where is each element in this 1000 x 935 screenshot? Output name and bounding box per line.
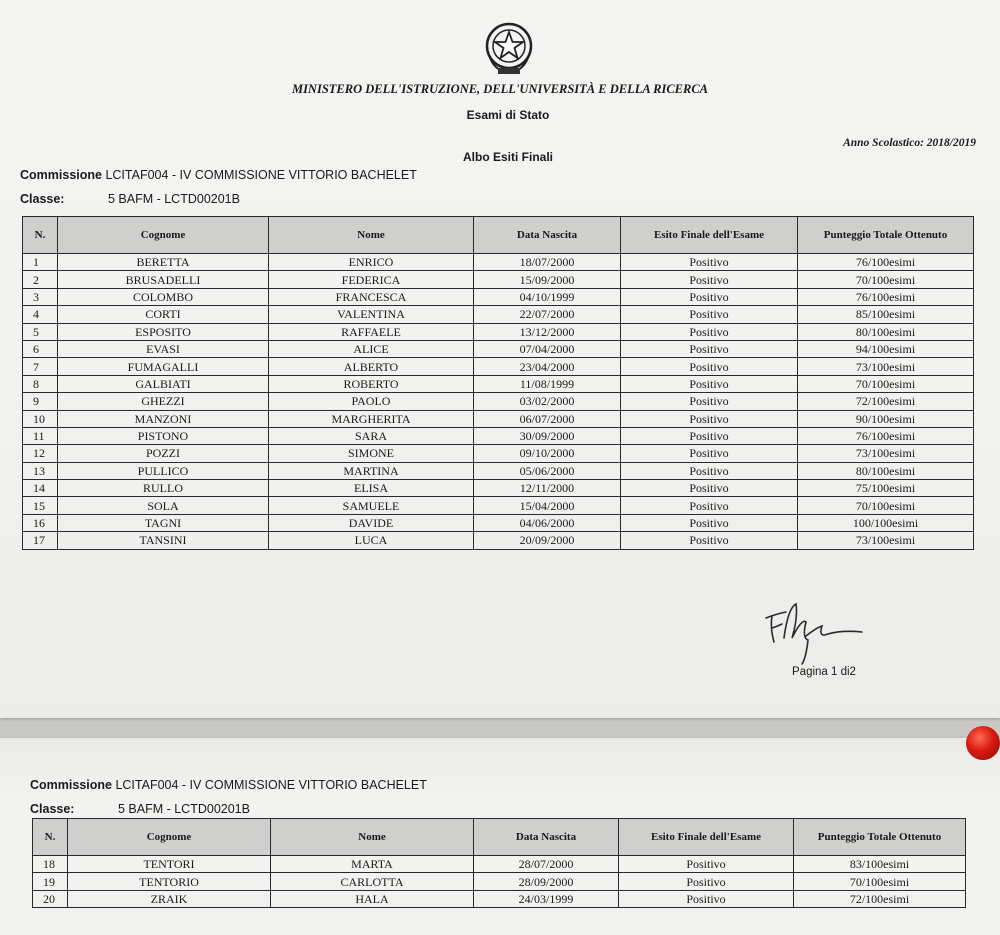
class-line-page-2: [30, 802, 250, 816]
cell-surname: PULLICO: [58, 462, 269, 479]
cell-surname: BERETTA: [58, 254, 269, 271]
table-row: [23, 480, 974, 497]
cell-score: 70/100esimi: [798, 375, 974, 392]
cell-outcome: Positivo: [619, 873, 794, 890]
cell-number: 11: [23, 427, 58, 444]
cell-name: SAMUELE: [269, 497, 474, 514]
cell-birthdate: 23/04/2000: [474, 358, 621, 375]
cell-name: MARGHERITA: [269, 410, 474, 427]
commission-value: LCITAF004 - IV COMMISSIONE VITTORIO BACHELET: [105, 168, 417, 182]
col-score-header-page-2: Punteggio Totale Ottenuto: [794, 819, 966, 856]
cell-birthdate: 22/07/2000: [474, 306, 621, 323]
cell-outcome: Positivo: [621, 427, 798, 444]
cell-birthdate: 28/09/2000: [474, 873, 619, 890]
col-name-header: Nome: [269, 217, 474, 254]
cell-surname: GALBIATI: [58, 375, 269, 392]
cell-outcome: Positivo: [621, 393, 798, 410]
table-row: [23, 532, 974, 549]
cell-surname: BRUSADELLI: [58, 271, 269, 288]
cell-outcome: Positivo: [621, 254, 798, 271]
italian-republic-emblem-icon: [484, 20, 534, 76]
table-row: [33, 890, 966, 907]
cell-surname: PISTONO: [58, 427, 269, 444]
page-number: Pagina 1 di2: [792, 666, 856, 678]
cell-surname: SOLA: [58, 497, 269, 514]
cell-outcome: Positivo: [621, 323, 798, 340]
cell-outcome: Positivo: [621, 445, 798, 462]
cell-name: VALENTINA: [269, 306, 474, 323]
col-surname-header-page-2: Cognome: [68, 819, 271, 856]
cell-birthdate: 28/07/2000: [474, 856, 619, 873]
cell-surname: MANZONI: [58, 410, 269, 427]
cell-score: 70/100esimi: [798, 271, 974, 288]
cell-surname: POZZI: [58, 445, 269, 462]
table-row: [23, 254, 974, 271]
cell-birthdate: 15/09/2000: [474, 271, 621, 288]
cell-birthdate: 07/04/2000: [474, 340, 621, 357]
cell-outcome: Positivo: [621, 271, 798, 288]
exam-title: Esami di Stato: [466, 108, 550, 122]
cell-surname: CORTI: [58, 306, 269, 323]
class-label-page-2: Classe:: [30, 802, 75, 816]
cell-birthdate: 11/08/1999: [474, 375, 621, 392]
cell-number: 12: [23, 445, 58, 462]
cell-number: 17: [23, 532, 58, 549]
commission-value-page-2: LCITAF004 - IV COMMISSIONE VITTORIO BACHELET: [115, 778, 427, 792]
table-row: [23, 497, 974, 514]
cell-number: 4: [23, 306, 58, 323]
cell-birthdate: 24/03/1999: [474, 890, 619, 907]
cell-number: 8: [23, 375, 58, 392]
cell-birthdate: 30/09/2000: [474, 427, 621, 444]
cell-name: ROBERTO: [269, 375, 474, 392]
cell-name: CARLOTTA: [271, 873, 474, 890]
cell-score: 76/100esimi: [798, 427, 974, 444]
cell-number: 10: [23, 410, 58, 427]
cell-outcome: Positivo: [621, 532, 798, 549]
cell-outcome: Positivo: [621, 480, 798, 497]
cell-outcome: Positivo: [621, 340, 798, 357]
cell-score: 73/100esimi: [798, 445, 974, 462]
cell-number: 1: [23, 254, 58, 271]
cell-surname: GHEZZI: [58, 393, 269, 410]
cell-score: 83/100esimi: [794, 856, 966, 873]
cell-score: 72/100esimi: [798, 393, 974, 410]
cell-birthdate: 13/12/2000: [474, 323, 621, 340]
table-row: [33, 873, 966, 890]
commission-line: [20, 168, 417, 182]
cell-birthdate: 20/09/2000: [474, 532, 621, 549]
col-birthdate-header-page-2: Data Nascita: [474, 819, 619, 856]
cell-number: 15: [23, 497, 58, 514]
table-row: [23, 340, 974, 357]
cell-birthdate: 12/11/2000: [474, 480, 621, 497]
cell-score: 100/100esimi: [798, 514, 974, 531]
table-row: [23, 427, 974, 444]
table-row: [23, 323, 974, 340]
cell-number: 13: [23, 462, 58, 479]
cell-name: SARA: [269, 427, 474, 444]
cell-name: ELISA: [269, 480, 474, 497]
cell-surname: COLOMBO: [58, 288, 269, 305]
cell-birthdate: 05/06/2000: [474, 462, 621, 479]
table-row: [23, 358, 974, 375]
cell-name: RAFFAELE: [269, 323, 474, 340]
cell-outcome: Positivo: [621, 306, 798, 323]
cell-birthdate: 04/10/1999: [474, 288, 621, 305]
results-title: Albo Esiti Finali: [462, 150, 553, 164]
table-row: [23, 462, 974, 479]
cell-score: 76/100esimi: [798, 288, 974, 305]
cell-number: 9: [23, 393, 58, 410]
cell-name: ENRICO: [269, 254, 474, 271]
table-row: [23, 306, 974, 323]
commission-label: Commissione: [20, 168, 102, 182]
col-number-header-page-2: N.: [33, 819, 68, 856]
table-row: [23, 288, 974, 305]
class-value-page-2: 5 BAFM - LCTD00201B: [117, 802, 250, 816]
col-number-header: N.: [23, 217, 58, 254]
cell-name: FRANCESCA: [269, 288, 474, 305]
col-birthdate-header: Data Nascita: [474, 217, 621, 254]
cell-name: DAVIDE: [269, 514, 474, 531]
cell-outcome: Positivo: [619, 890, 794, 907]
cell-surname: TANSINI: [58, 532, 269, 549]
commission-line-page-2: [30, 778, 427, 792]
col-outcome-header-page-2: Esito Finale dell'Esame: [619, 819, 794, 856]
cell-score: 94/100esimi: [798, 340, 974, 357]
document-page-2: [0, 738, 1000, 935]
table-row: [23, 393, 974, 410]
cell-birthdate: 18/07/2000: [474, 254, 621, 271]
cell-name: MARTA: [271, 856, 474, 873]
red-pin-bottom: [966, 726, 1000, 760]
cell-outcome: Positivo: [621, 497, 798, 514]
class-value: 5 BAFM - LCTD00201B: [107, 192, 240, 206]
col-score-header: Punteggio Totale Ottenuto: [798, 217, 974, 254]
cell-score: 75/100esimi: [798, 480, 974, 497]
cell-number: 18: [33, 856, 68, 873]
cell-outcome: Positivo: [621, 288, 798, 305]
school-year: Anno Scolastico: 2018/2019: [843, 137, 976, 149]
table-header-row: [23, 217, 974, 254]
cell-name: ALICE: [269, 340, 474, 357]
cell-number: 16: [23, 514, 58, 531]
col-outcome-header: Esito Finale dell'Esame: [621, 217, 798, 254]
cell-surname: TAGNI: [58, 514, 269, 531]
cell-birthdate: 15/04/2000: [474, 497, 621, 514]
cell-score: 90/100esimi: [798, 410, 974, 427]
cell-name: SIMONE: [269, 445, 474, 462]
class-line: [20, 192, 240, 206]
cell-birthdate: 09/10/2000: [474, 445, 621, 462]
commission-label-page-2: Commissione: [30, 778, 112, 792]
cell-surname: RULLO: [58, 480, 269, 497]
cell-number: 6: [23, 340, 58, 357]
cell-surname: TENTORI: [68, 856, 271, 873]
cell-name: PAOLO: [269, 393, 474, 410]
cell-name: MARTINA: [269, 462, 474, 479]
class-label: Classe:: [20, 192, 65, 206]
table-row: [23, 271, 974, 288]
cell-score: 85/100esimi: [798, 306, 974, 323]
cell-outcome: Positivo: [621, 410, 798, 427]
cell-outcome: Positivo: [621, 375, 798, 392]
ministry-title: MINISTERO DELL'ISTRUZIONE, DELL'UNIVERSITÀ E DELLA RICERCA: [291, 82, 709, 96]
results-table-page-2: [32, 818, 966, 908]
cell-score: 73/100esimi: [798, 358, 974, 375]
cell-score: 76/100esimi: [798, 254, 974, 271]
cell-number: 7: [23, 358, 58, 375]
results-table-page-1: [22, 216, 974, 550]
cell-score: 80/100esimi: [798, 462, 974, 479]
cell-name: LUCA: [269, 532, 474, 549]
table-row: [23, 514, 974, 531]
cell-birthdate: 04/06/2000: [474, 514, 621, 531]
table-row: [23, 375, 974, 392]
cell-birthdate: 03/02/2000: [474, 393, 621, 410]
table-row: [23, 410, 974, 427]
cell-surname: FUMAGALLI: [58, 358, 269, 375]
cell-number: 14: [23, 480, 58, 497]
cell-birthdate: 06/07/2000: [474, 410, 621, 427]
table-row: [33, 856, 966, 873]
cell-surname: ZRAIK: [68, 890, 271, 907]
col-name-header-page-2: Nome: [271, 819, 474, 856]
cell-score: 72/100esimi: [794, 890, 966, 907]
col-surname-header: Cognome: [58, 217, 269, 254]
table-header-row-page-2: [33, 819, 966, 856]
table-body-page-2: [33, 856, 966, 908]
cell-number: 5: [23, 323, 58, 340]
cell-surname: ESPOSITO: [58, 323, 269, 340]
handwritten-signature-icon: [762, 598, 872, 668]
cell-number: 2: [23, 271, 58, 288]
cell-outcome: Positivo: [621, 462, 798, 479]
cell-score: 70/100esimi: [794, 873, 966, 890]
cell-outcome: Positivo: [621, 358, 798, 375]
cell-score: 80/100esimi: [798, 323, 974, 340]
cell-name: FEDERICA: [269, 271, 474, 288]
cell-score: 73/100esimi: [798, 532, 974, 549]
cell-score: 70/100esimi: [798, 497, 974, 514]
cell-surname: TENTORIO: [68, 873, 271, 890]
cell-outcome: Positivo: [619, 856, 794, 873]
cell-number: 19: [33, 873, 68, 890]
table-body: [23, 254, 974, 550]
cell-outcome: Positivo: [621, 514, 798, 531]
cell-surname: EVASI: [58, 340, 269, 357]
cell-number: 3: [23, 288, 58, 305]
cell-number: 20: [33, 890, 68, 907]
cell-name: ALBERTO: [269, 358, 474, 375]
cell-name: HALA: [271, 890, 474, 907]
table-row: [23, 445, 974, 462]
